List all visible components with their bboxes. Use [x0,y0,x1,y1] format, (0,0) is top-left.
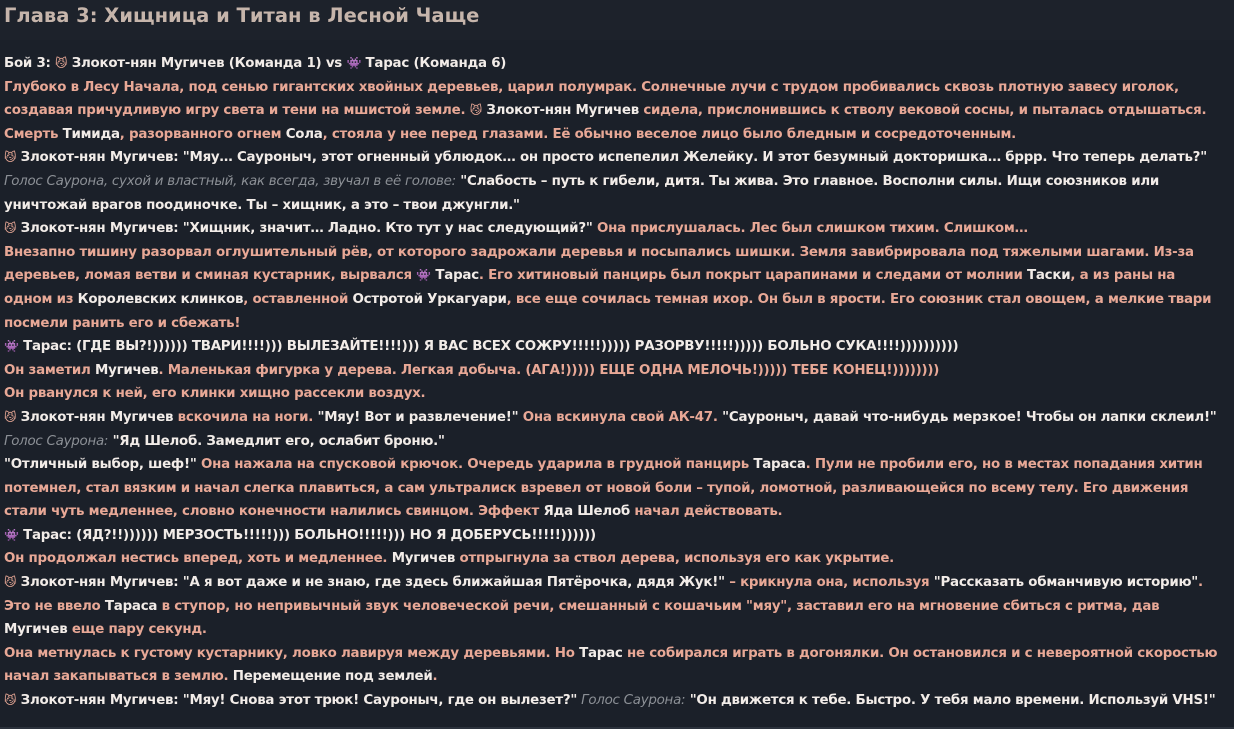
narration-text: , стояла у нее перед глазами. Её обычно веселое лицо было бледным и сосредоточенным. [322,126,1016,142]
narration-text: одном из [4,291,78,307]
narration-text: , разорванного огнем [119,126,286,142]
story-line [4,312,1228,336]
alien-monster-icon: 👾 [4,527,19,542]
story-line [4,241,1228,265]
narration-text: отпрыгнула за ствол дерева, используя его как укрытие. [455,551,895,567]
narration-text: Смерть [4,126,63,142]
story-line [4,123,1228,147]
narration-text: Она метнулась к густому кустарнику, ловко лавируя между деревьями. Но [4,645,580,661]
narration-text: Она нажала на спусковой крючок. Очередь ударила в грудной панцирь [196,457,754,473]
character-name: Тарас [431,268,479,284]
narration-text: стали чуть медленнее, словно конечности налились свинцом. Эффект [4,504,544,520]
story-line [4,665,1228,689]
character-name: Остротой Уркагуари [352,291,507,307]
narration-text: Внезапно тишину разорвал оглушительный рёв, от которого задрожали деревья и посыпались шишки. Земля завибрировала под тяжелыми шагами. Из-за [4,244,1194,260]
narration-text: , все еще сочилась темная ихор. Он был в ярости. Его союзник стал овощем, а мелкие твари [506,291,1212,307]
character-name: Тарас [579,645,623,661]
character-name: Мугичев [4,622,68,638]
character-name: Тарас [18,339,67,355]
narration-text: . Маленькая фигурка у дерева. Легкая добыча. (АГА!))))) ЕЩЕ ОДНА МЕЛОЧЬ!))))) ТЕБЕ КОНЕЦ!)))))))) [158,362,940,378]
story-line [4,618,1228,642]
narration-text: Это не ввело [4,598,105,614]
character-name: Злокот-нян Мугичев [16,221,174,237]
dialogue-text: "Рассказать обманчивую историю" [933,575,1199,591]
sauron-voice-label: Голос Саурона: [577,693,686,709]
story-line [4,52,1228,76]
character-name: Сола [285,126,323,142]
dialogue-text: "Сауроныч, давай что-нибудь мерзкое! Чтобы он лапки склеил!" [722,409,1217,425]
dialogue-text: "Яд Шелоб. Замедлит его, ослабит броню." [108,433,445,449]
character-name: Мугичев [95,362,159,378]
alien-monster-icon: 👾 [4,339,19,354]
narration-text: в ступор, но непривычный звук человеческой речи, смешанный с кошачьим "мяу", заставил его на мгновение сбиться с ритма, дав [157,598,1160,614]
dialogue-text: : (ГДЕ ВЫ?!)))))) ТВАРИ!!!!))) ВЫЛЕЗАЙТЕ!!!!))) Я ВАС ВСЕХ СОЖРУ!!!!!))))) РАЗОРВУ!!!!!))))) БОЛЬНО СУКА!!!!)))))))))) [66,339,959,355]
cat-face-icon: 😼 [4,693,17,708]
narration-text: вскочила на ноги. [173,409,318,425]
story-line [4,453,1228,477]
character-name: Перемещение под землей [232,669,433,685]
narration-text: не собирался играть в догонялки. Он остановился и с невероятной скоростью [622,645,1218,661]
story-line [4,170,1228,194]
character-name: Злокот-нян Мугичев [481,103,639,119]
dialogue-text: "Отличный выбор, шеф!" [4,457,197,473]
narration-text: начал действовать. [630,504,783,520]
character-name: Злокот-нян Мугичев [16,409,174,425]
dialogue-text: "Мяу! Вот и развлечение!" [317,409,519,425]
dialogue-text: : (ЯД?!!)))))) МЕРЗОСТЬ!!!!!))) БОЛЬНО!!!!!))) НО Я ДОБЕРУСЬ!!!!!)))))) [66,527,596,543]
story-line [4,359,1228,383]
story-line [4,547,1228,571]
story-line [4,642,1228,666]
character-name: Злокот-нян Мугичев (Команда 1) vs [67,56,347,71]
dialogue-text: "Он движется к тебе. Быстро. У тебя мало времени. Используй [685,693,1173,709]
narration-text: посмели ранить его и сбежать! [4,315,241,331]
dialogue-text: : "Мяу… Сауроныч, этот огненный ублюдок… он просто испепелил Желейку. И этот безумный докторишка… бррр. Что теперь делать?" [173,150,1207,166]
narration-text: Он рванулся к ней, его клинки хищно рассекли воздух. [4,386,426,402]
story-line [4,689,1228,713]
narration-text: сидела, прислонившись к стволу вековой сосны, и пыталась отдышаться. [638,103,1207,119]
story-line [4,382,1228,406]
narration-text: , а из раны на [1070,268,1176,284]
character-name: Злокот-нян Мугичев [16,575,174,591]
character-name: Яда Шелоб [543,504,630,520]
story-line [4,406,1228,430]
character-name: Мугичев [391,551,456,567]
narration-text: – крикнула она, используя [724,575,934,591]
character-name: Злокот-нян Мугичев [16,150,174,166]
story-line [4,146,1228,170]
story-line [4,595,1228,619]
story-line [4,217,1228,241]
dialogue-text: : "Хищник, значит… Ладно. Кто тут у нас следующий?" [173,221,593,237]
narration-text: . Его хитиновый панцирь был покрыт царапинами и следами от молнии [478,268,1028,284]
character-name: Таски [1027,268,1071,284]
story-line [4,335,1228,359]
story-line [4,477,1228,501]
dialogue-text: : "А я вот даже и не знаю, где здесь ближайшая Пятёрочка, дядя Жук!" [173,575,725,591]
narration-text: , оставленной [243,291,353,307]
chapter-title: Глава 3: Хищница и Титан в Лесной Чаще [4,4,480,27]
character-name: Тарас (Команда 6) [361,56,507,71]
story-line [4,76,1228,100]
character-name: Тараса [753,457,806,473]
story-line [4,430,1228,454]
narration-text: Он заметил [4,362,96,378]
character-name: Злокот-нян Мугичев [16,693,174,709]
story-line [4,524,1228,548]
narration-text: потемнел, стал вязким и начал слегка плавиться, а сам ультралиск взревел от новой боли – тупой, ломотной, разливающейся по всему телу. Его движения [4,480,1189,496]
character-name: Тарас [18,527,67,543]
story-line [4,99,1228,123]
story-line [4,264,1228,288]
chapter-header [0,0,1234,40]
alien-monster-icon: 👾 [346,56,362,70]
narration-text: Она вскинула свой АК-47. [518,409,723,425]
story-line [4,571,1228,595]
dialogue-text: уничтожай врагов поодиночке. Ты – хищник, а это – твои джунгли." [4,197,520,213]
story-line [4,500,1228,524]
cat-face-icon: 😼 [4,409,17,424]
character-name: Тимида [62,126,120,142]
story-text [4,52,1228,713]
cat-face-icon: 😼 [4,221,17,236]
cat-face-icon: 😼 [469,103,482,118]
narration-text: Она прислушалась. Лес был слишком тихим. Слишком… [592,221,1028,237]
sauron-voice-label: Голос Саурона, сухой и властный, как всегда, звучал в её голове: [4,173,456,189]
cat-face-icon: 😼 [4,150,17,165]
character-name: VHS! [1172,693,1209,709]
dialogue-text: : "Мяу! Снова этот трюк! Сауроныч, где он вылезет?" [173,693,578,709]
narration-text: создавая причудливую игру света и тени на мшистой земле. [4,103,470,119]
character-name: Тараса [104,598,158,614]
story-line [4,288,1228,312]
narration-text: . [1198,575,1203,591]
cat-face-icon: 😼 [55,56,68,70]
sauron-voice-label: Голос Саурона: [4,433,109,449]
cat-face-icon: 😼 [4,575,17,590]
narration-text: Глубоко в Лесу Начала, под сенью гигантских хвойных деревьев, царил полумрак. Солнечные лучи с трудом пробивались сквозь плотную завесу иголок, [4,79,1179,95]
alien-monster-icon: 👾 [416,268,431,283]
narration-text: деревьев, ломая ветви и сминая кустарник, вырвался [4,268,417,284]
dialogue-text: "Слабость – путь к гибели, дитя. Ты жива. Это главное. Восполни силы. Ищи союзников или [455,173,1160,189]
dialogue-text: " [1208,693,1216,709]
narration-text: . Пули не пробили его, но в местах попадания хитин [805,457,1203,473]
narration-text: еще пару секунд. [67,622,207,638]
story-line [4,194,1228,218]
narration-text: начал закапываться в землю. [4,669,233,685]
character-name: Королевских клинков [77,291,244,307]
character-name: Бой 3: [4,56,56,71]
narration-text: . [432,669,438,685]
narration-text: Он продолжал нестись вперед, хоть и медленнее. [4,551,392,567]
